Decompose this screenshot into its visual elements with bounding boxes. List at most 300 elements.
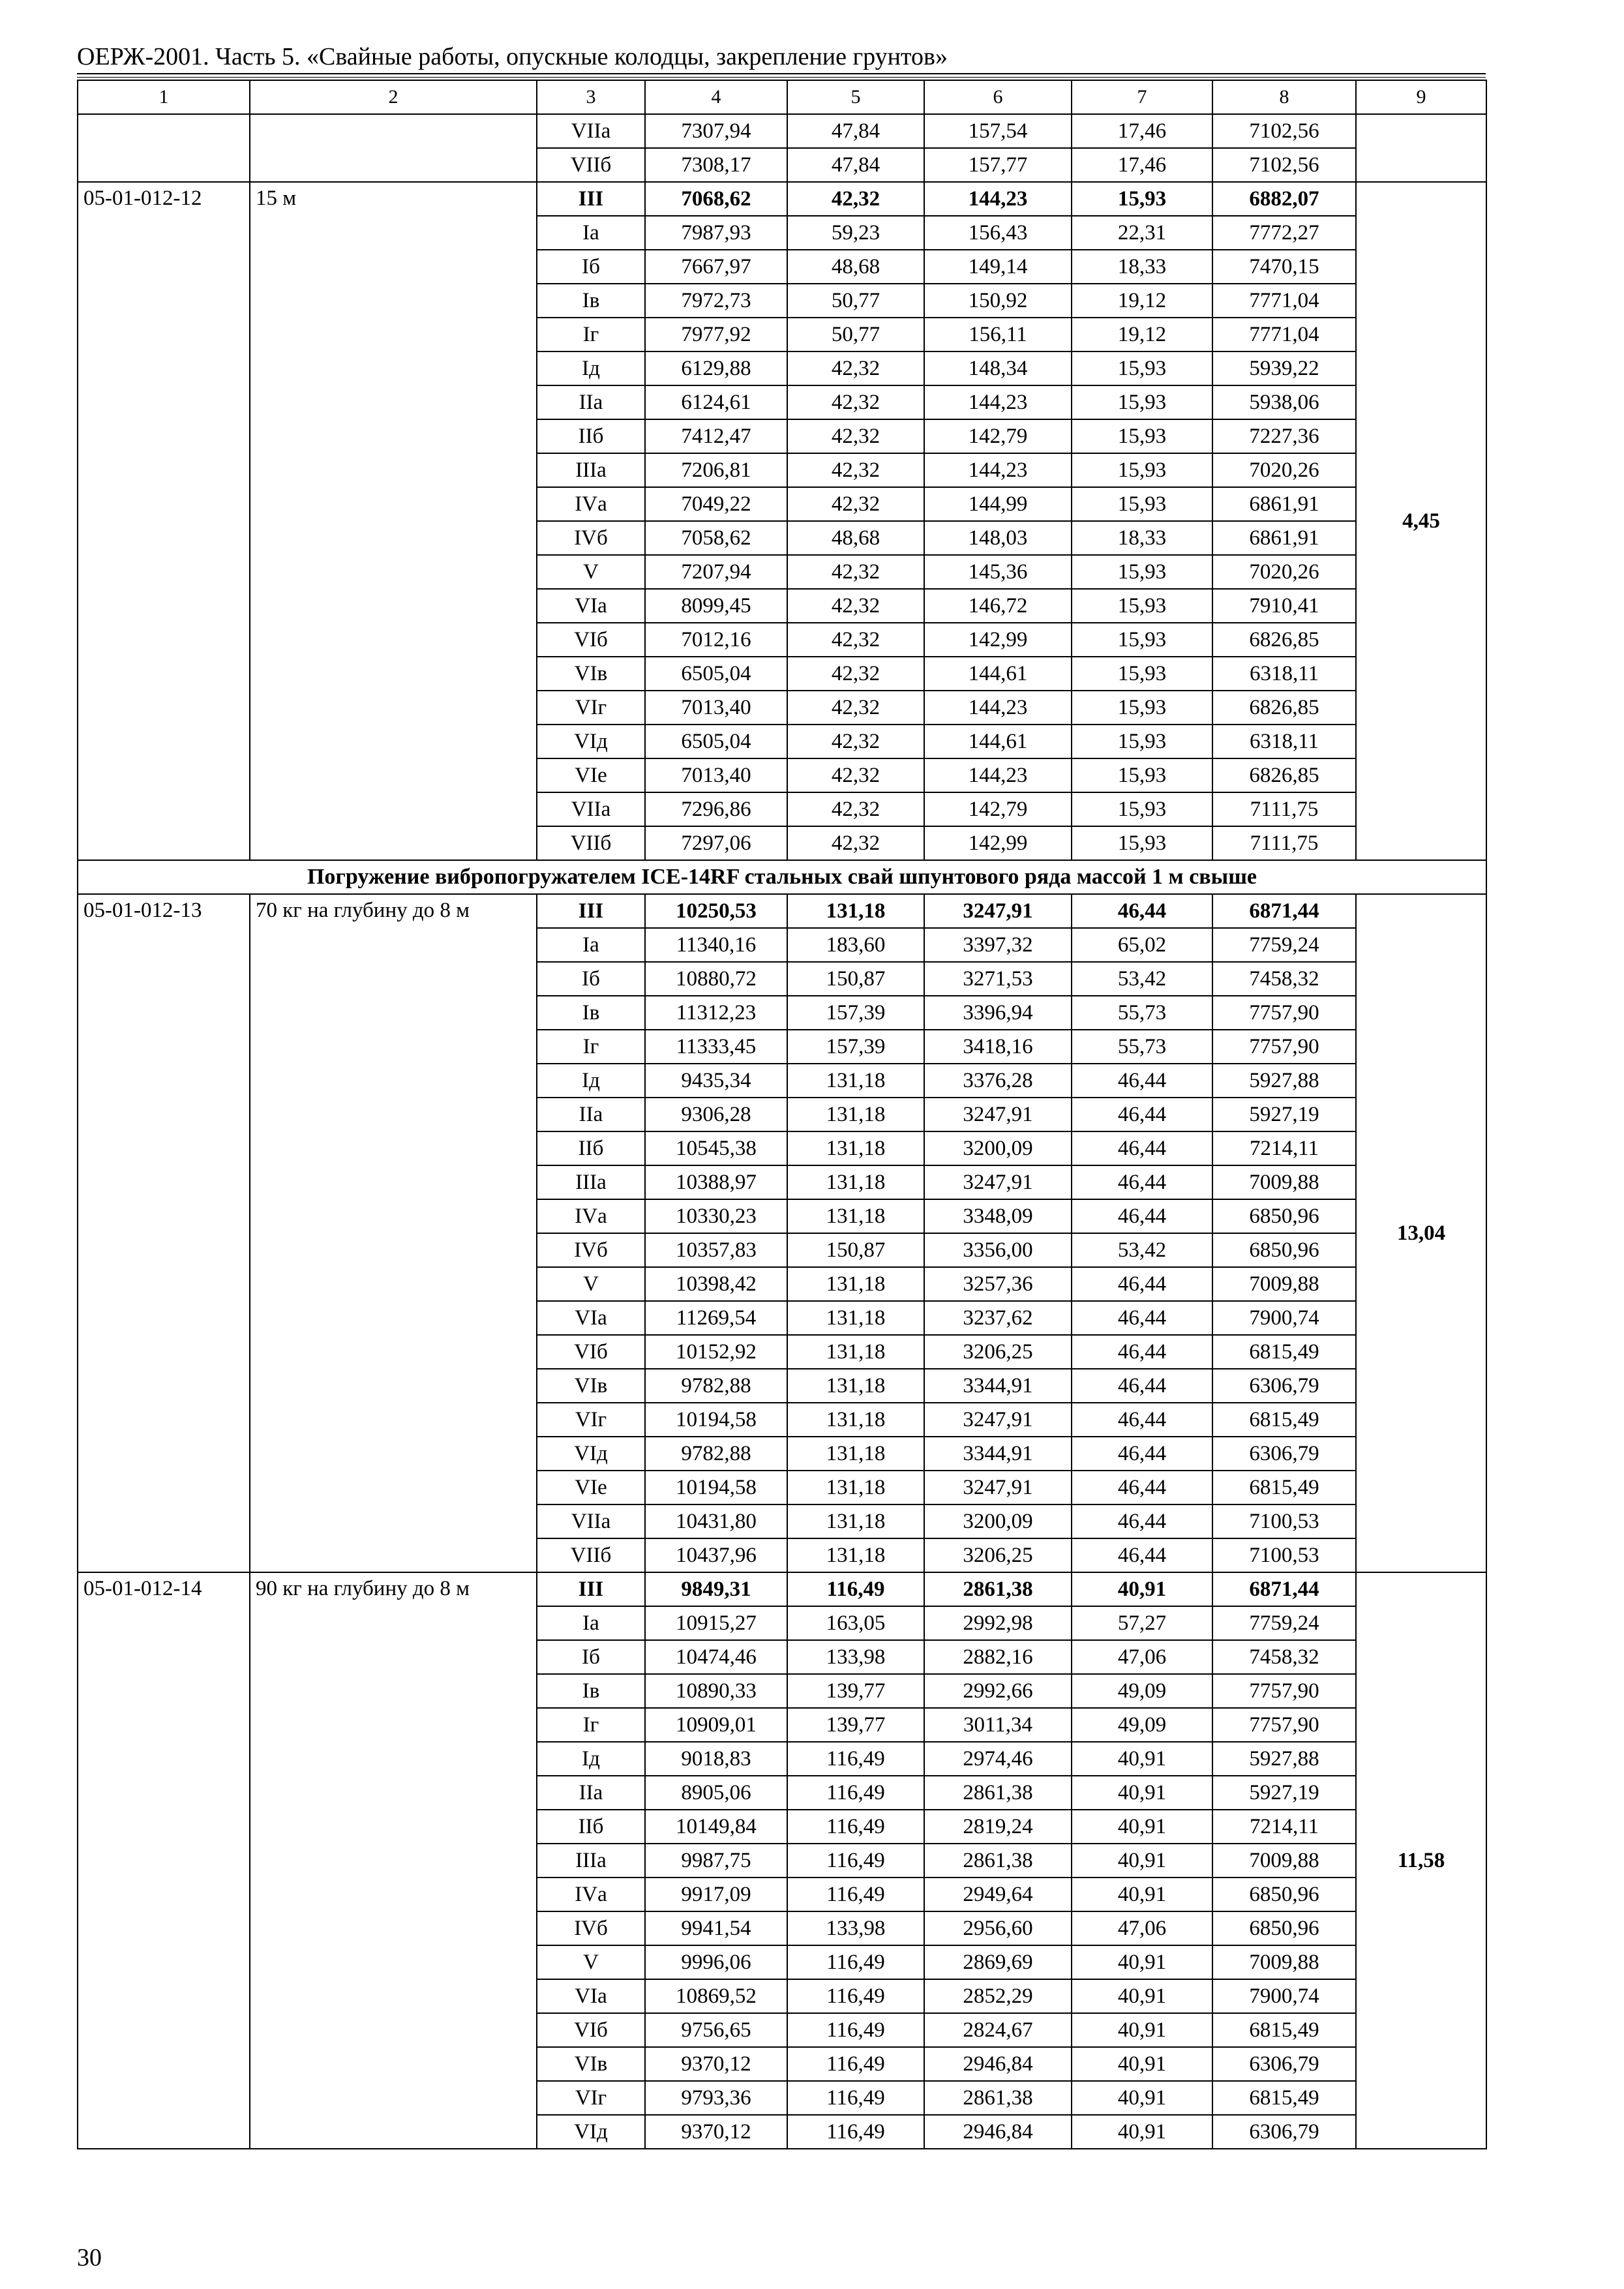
labor-cost: 42,32 bbox=[787, 657, 924, 691]
machine-cost: 2869,69 bbox=[924, 1945, 1072, 1979]
soil-group: VIг bbox=[537, 2081, 645, 2115]
total-cost: 8905,06 bbox=[645, 1776, 787, 1810]
machinist-wage: 46,44 bbox=[1072, 1335, 1212, 1369]
soil-group: V bbox=[537, 1267, 645, 1301]
machinist-wage: 15,93 bbox=[1072, 826, 1212, 860]
soil-group: IIб bbox=[537, 419, 645, 453]
labor-cost: 150,87 bbox=[787, 962, 924, 996]
column-number: 6 bbox=[924, 80, 1072, 114]
labor-cost: 116,49 bbox=[787, 1945, 924, 1979]
labor-hours bbox=[1356, 114, 1486, 182]
soil-group: Iб bbox=[537, 962, 645, 996]
machine-cost: 2852,29 bbox=[924, 1979, 1072, 2013]
table-body bbox=[78, 80, 1486, 2149]
labor-cost: 131,18 bbox=[787, 1199, 924, 1233]
column-number: 8 bbox=[1212, 80, 1356, 114]
labor-cost: 42,32 bbox=[787, 555, 924, 589]
total-cost: 10194,58 bbox=[645, 1403, 787, 1437]
machinist-wage: 22,31 bbox=[1072, 216, 1212, 250]
total-cost: 10330,23 bbox=[645, 1199, 787, 1233]
total-cost: 10437,96 bbox=[645, 1538, 787, 1572]
machine-cost: 2882,16 bbox=[924, 1640, 1072, 1674]
machine-cost: 3011,34 bbox=[924, 1708, 1072, 1742]
total-cost: 10545,38 bbox=[645, 1131, 787, 1165]
total-cost: 11312,23 bbox=[645, 996, 787, 1030]
rate-code bbox=[78, 114, 250, 182]
machinist-wage: 15,93 bbox=[1072, 487, 1212, 521]
material-cost: 6850,96 bbox=[1212, 1199, 1356, 1233]
machinist-wage: 46,44 bbox=[1072, 1165, 1212, 1199]
total-cost: 6505,04 bbox=[645, 725, 787, 758]
rate-description: 70 кг на глубину до 8 м bbox=[250, 894, 537, 1572]
labor-cost: 131,18 bbox=[787, 1471, 924, 1504]
labor-cost: 116,49 bbox=[787, 2115, 924, 2149]
rate-code: 05-01-012-12 bbox=[78, 182, 250, 860]
rate-description: 90 кг на глубину до 8 м bbox=[250, 1572, 537, 2149]
machine-cost: 3356,00 bbox=[924, 1233, 1072, 1267]
total-cost: 7296,86 bbox=[645, 792, 787, 826]
machinist-wage: 47,06 bbox=[1072, 1640, 1212, 1674]
labor-cost: 116,49 bbox=[787, 1979, 924, 2013]
soil-group: Iг bbox=[537, 1708, 645, 1742]
machine-cost: 144,23 bbox=[924, 385, 1072, 419]
machinist-wage: 15,93 bbox=[1072, 792, 1212, 826]
soil-group: Iа bbox=[537, 216, 645, 250]
machine-cost: 150,92 bbox=[924, 284, 1072, 318]
material-cost: 5939,22 bbox=[1212, 352, 1356, 385]
machinist-wage: 40,91 bbox=[1072, 2081, 1212, 2115]
labor-cost: 183,60 bbox=[787, 928, 924, 962]
total-cost: 11340,16 bbox=[645, 928, 787, 962]
total-cost: 9917,09 bbox=[645, 1878, 787, 1911]
table-row bbox=[78, 182, 1486, 216]
soil-group: Iг bbox=[537, 1030, 645, 1064]
machinist-wage: 19,12 bbox=[1072, 284, 1212, 318]
labor-cost: 42,32 bbox=[787, 725, 924, 758]
soil-group: Iв bbox=[537, 996, 645, 1030]
table-row bbox=[78, 1572, 1486, 1606]
labor-cost: 48,68 bbox=[787, 521, 924, 555]
soil-group: VIе bbox=[537, 758, 645, 792]
labor-cost: 116,49 bbox=[787, 1878, 924, 1911]
material-cost: 6318,11 bbox=[1212, 657, 1356, 691]
total-cost: 8099,45 bbox=[645, 589, 787, 623]
total-cost: 10909,01 bbox=[645, 1708, 787, 1742]
total-cost: 6129,88 bbox=[645, 352, 787, 385]
machinist-wage: 15,93 bbox=[1072, 657, 1212, 691]
machinist-wage: 17,46 bbox=[1072, 148, 1212, 182]
page-header: ОЕРЖ-2001. Часть 5. «Свайные работы, опускные колодцы, закрепление грунтов» bbox=[77, 43, 948, 70]
total-cost: 10398,42 bbox=[645, 1267, 787, 1301]
soil-group: V bbox=[537, 1945, 645, 1979]
labor-cost: 42,32 bbox=[787, 826, 924, 860]
labor-cost: 131,18 bbox=[787, 1064, 924, 1098]
soil-group: IIIа bbox=[537, 1165, 645, 1199]
total-cost: 10194,58 bbox=[645, 1471, 787, 1504]
machinist-wage: 46,44 bbox=[1072, 894, 1212, 928]
material-cost: 7111,75 bbox=[1212, 826, 1356, 860]
machine-cost: 145,36 bbox=[924, 555, 1072, 589]
column-number: 7 bbox=[1072, 80, 1212, 114]
soil-group: VIв bbox=[537, 2047, 645, 2081]
soil-group: VIг bbox=[537, 1403, 645, 1437]
material-cost: 7900,74 bbox=[1212, 1301, 1356, 1335]
soil-group: VIIа bbox=[537, 1504, 645, 1538]
labor-cost: 131,18 bbox=[787, 1437, 924, 1471]
labor-cost: 131,18 bbox=[787, 1335, 924, 1369]
soil-group: IVб bbox=[537, 1233, 645, 1267]
soil-group: VIIб bbox=[537, 1538, 645, 1572]
total-cost: 10869,52 bbox=[645, 1979, 787, 2013]
material-cost: 7759,24 bbox=[1212, 928, 1356, 962]
soil-group: IIб bbox=[537, 1131, 645, 1165]
total-cost: 10890,33 bbox=[645, 1674, 787, 1708]
section-title: Погружение вибропогружателем ICE-14RF стальных свай шпунтового ряда массой 1 м свыше bbox=[78, 860, 1486, 894]
labor-cost: 48,68 bbox=[787, 250, 924, 284]
machine-cost: 2861,38 bbox=[924, 1844, 1072, 1878]
material-cost: 7214,11 bbox=[1212, 1810, 1356, 1844]
machinist-wage: 46,44 bbox=[1072, 1301, 1212, 1335]
soil-group: VIд bbox=[537, 1437, 645, 1471]
total-cost: 9941,54 bbox=[645, 1911, 787, 1945]
rate-code: 05-01-012-13 bbox=[78, 894, 250, 1572]
soil-group: IIа bbox=[537, 1098, 645, 1131]
machinist-wage: 49,09 bbox=[1072, 1674, 1212, 1708]
material-cost: 6306,79 bbox=[1212, 2115, 1356, 2149]
material-cost: 7111,75 bbox=[1212, 792, 1356, 826]
soil-group: V bbox=[537, 555, 645, 589]
material-cost: 7227,36 bbox=[1212, 419, 1356, 453]
machine-cost: 3247,91 bbox=[924, 1403, 1072, 1437]
machinist-wage: 15,93 bbox=[1072, 725, 1212, 758]
machinist-wage: 15,93 bbox=[1072, 758, 1212, 792]
header-rule bbox=[77, 73, 1486, 74]
machinist-wage: 15,93 bbox=[1072, 623, 1212, 657]
total-cost: 10388,97 bbox=[645, 1165, 787, 1199]
material-cost: 6826,85 bbox=[1212, 691, 1356, 725]
soil-group: Iв bbox=[537, 284, 645, 318]
machinist-wage: 46,44 bbox=[1072, 1064, 1212, 1098]
soil-group: IVа bbox=[537, 1878, 645, 1911]
labor-cost: 139,77 bbox=[787, 1708, 924, 1742]
column-number: 1 bbox=[78, 80, 250, 114]
labor-cost: 42,32 bbox=[787, 487, 924, 521]
labor-cost: 131,18 bbox=[787, 1369, 924, 1403]
material-cost: 6850,96 bbox=[1212, 1878, 1356, 1911]
soil-group: VIб bbox=[537, 623, 645, 657]
total-cost: 7412,47 bbox=[645, 419, 787, 453]
material-cost: 7757,90 bbox=[1212, 1674, 1356, 1708]
soil-group: Iб bbox=[537, 1640, 645, 1674]
labor-cost: 42,32 bbox=[787, 352, 924, 385]
material-cost: 6850,96 bbox=[1212, 1911, 1356, 1945]
labor-cost: 47,84 bbox=[787, 148, 924, 182]
material-cost: 5927,88 bbox=[1212, 1742, 1356, 1776]
labor-cost: 150,87 bbox=[787, 1233, 924, 1267]
machine-cost: 142,99 bbox=[924, 623, 1072, 657]
labor-cost: 42,32 bbox=[787, 385, 924, 419]
labor-cost: 131,18 bbox=[787, 1165, 924, 1199]
soil-group: IVб bbox=[537, 521, 645, 555]
material-cost: 7100,53 bbox=[1212, 1504, 1356, 1538]
machine-cost: 3271,53 bbox=[924, 962, 1072, 996]
column-number: 3 bbox=[537, 80, 645, 114]
total-cost: 7977,92 bbox=[645, 318, 787, 352]
total-cost: 9018,83 bbox=[645, 1742, 787, 1776]
labor-cost: 116,49 bbox=[787, 2081, 924, 2115]
material-cost: 6850,96 bbox=[1212, 1233, 1356, 1267]
total-cost: 7667,97 bbox=[645, 250, 787, 284]
soil-group: IVа bbox=[537, 1199, 645, 1233]
machinist-wage: 15,93 bbox=[1072, 385, 1212, 419]
machine-cost: 3257,36 bbox=[924, 1267, 1072, 1301]
machine-cost: 3348,09 bbox=[924, 1199, 1072, 1233]
machine-cost: 3206,25 bbox=[924, 1335, 1072, 1369]
machine-cost: 3206,25 bbox=[924, 1538, 1072, 1572]
labor-cost: 163,05 bbox=[787, 1606, 924, 1640]
total-cost: 7207,94 bbox=[645, 555, 787, 589]
machinist-wage: 15,93 bbox=[1072, 589, 1212, 623]
labor-cost: 42,32 bbox=[787, 623, 924, 657]
labor-hours: 4,45 bbox=[1356, 182, 1486, 860]
machinist-wage: 18,33 bbox=[1072, 250, 1212, 284]
machinist-wage: 19,12 bbox=[1072, 318, 1212, 352]
machine-cost: 3247,91 bbox=[924, 1471, 1072, 1504]
machinist-wage: 46,44 bbox=[1072, 1267, 1212, 1301]
machinist-wage: 40,91 bbox=[1072, 1776, 1212, 1810]
labor-cost: 139,77 bbox=[787, 1674, 924, 1708]
machinist-wage: 46,44 bbox=[1072, 1538, 1212, 1572]
material-cost: 6306,79 bbox=[1212, 1369, 1356, 1403]
material-cost: 6306,79 bbox=[1212, 2047, 1356, 2081]
total-cost: 9370,12 bbox=[645, 2115, 787, 2149]
total-cost: 10431,80 bbox=[645, 1504, 787, 1538]
machinist-wage: 40,91 bbox=[1072, 1945, 1212, 1979]
machine-cost: 3397,32 bbox=[924, 928, 1072, 962]
soil-group: VIг bbox=[537, 691, 645, 725]
machinist-wage: 15,93 bbox=[1072, 419, 1212, 453]
labor-cost: 47,84 bbox=[787, 114, 924, 148]
soil-group: VIб bbox=[537, 2013, 645, 2047]
soil-group: Iа bbox=[537, 1606, 645, 1640]
labor-cost: 131,18 bbox=[787, 1131, 924, 1165]
column-number: 5 bbox=[787, 80, 924, 114]
rate-code: 05-01-012-14 bbox=[78, 1572, 250, 2149]
machinist-wage: 15,93 bbox=[1072, 555, 1212, 589]
material-cost: 6815,49 bbox=[1212, 1335, 1356, 1369]
total-cost: 6505,04 bbox=[645, 657, 787, 691]
machinist-wage: 65,02 bbox=[1072, 928, 1212, 962]
machine-cost: 156,11 bbox=[924, 318, 1072, 352]
material-cost: 6318,11 bbox=[1212, 725, 1356, 758]
material-cost: 7214,11 bbox=[1212, 1131, 1356, 1165]
labor-cost: 131,18 bbox=[787, 894, 924, 928]
machine-cost: 3247,91 bbox=[924, 1098, 1072, 1131]
table-row bbox=[78, 894, 1486, 928]
total-cost: 9782,88 bbox=[645, 1369, 787, 1403]
material-cost: 6826,85 bbox=[1212, 758, 1356, 792]
machine-cost: 2949,64 bbox=[924, 1878, 1072, 1911]
labor-cost: 157,39 bbox=[787, 1030, 924, 1064]
labor-cost: 131,18 bbox=[787, 1098, 924, 1131]
soil-group: IIб bbox=[537, 1810, 645, 1844]
soil-group: Iд bbox=[537, 1742, 645, 1776]
machine-cost: 144,23 bbox=[924, 182, 1072, 216]
machinist-wage: 46,44 bbox=[1072, 1437, 1212, 1471]
labor-cost: 116,49 bbox=[787, 1742, 924, 1776]
material-cost: 5927,88 bbox=[1212, 1064, 1356, 1098]
soil-group: VIв bbox=[537, 657, 645, 691]
material-cost: 6826,85 bbox=[1212, 623, 1356, 657]
material-cost: 7009,88 bbox=[1212, 1844, 1356, 1878]
machinist-wage: 47,06 bbox=[1072, 1911, 1212, 1945]
labor-cost: 133,98 bbox=[787, 1640, 924, 1674]
machine-cost: 157,54 bbox=[924, 114, 1072, 148]
material-cost: 7910,41 bbox=[1212, 589, 1356, 623]
machine-cost: 2861,38 bbox=[924, 1572, 1072, 1606]
machinist-wage: 40,91 bbox=[1072, 1810, 1212, 1844]
soil-group: VIб bbox=[537, 1335, 645, 1369]
section-row bbox=[78, 860, 1486, 894]
machine-cost: 144,23 bbox=[924, 758, 1072, 792]
total-cost: 7308,17 bbox=[645, 148, 787, 182]
labor-cost: 116,49 bbox=[787, 2013, 924, 2047]
machinist-wage: 55,73 bbox=[1072, 1030, 1212, 1064]
soil-group: IIIа bbox=[537, 1844, 645, 1878]
material-cost: 7102,56 bbox=[1212, 114, 1356, 148]
machinist-wage: 15,93 bbox=[1072, 352, 1212, 385]
machine-cost: 2974,46 bbox=[924, 1742, 1072, 1776]
material-cost: 7020,26 bbox=[1212, 453, 1356, 487]
labor-cost: 131,18 bbox=[787, 1301, 924, 1335]
machinist-wage: 49,09 bbox=[1072, 1708, 1212, 1742]
soil-group: VIIа bbox=[537, 792, 645, 826]
machinist-wage: 46,44 bbox=[1072, 1131, 1212, 1165]
total-cost: 7297,06 bbox=[645, 826, 787, 860]
machine-cost: 2956,60 bbox=[924, 1911, 1072, 1945]
soil-group: Iв bbox=[537, 1674, 645, 1708]
machinist-wage: 46,44 bbox=[1072, 1199, 1212, 1233]
labor-cost: 42,32 bbox=[787, 182, 924, 216]
machine-cost: 148,03 bbox=[924, 521, 1072, 555]
total-cost: 7206,81 bbox=[645, 453, 787, 487]
labor-cost: 42,32 bbox=[787, 758, 924, 792]
total-cost: 10152,92 bbox=[645, 1335, 787, 1369]
machine-cost: 2861,38 bbox=[924, 2081, 1072, 2115]
labor-cost: 131,18 bbox=[787, 1403, 924, 1437]
total-cost: 10250,53 bbox=[645, 894, 787, 928]
machinist-wage: 15,93 bbox=[1072, 182, 1212, 216]
material-cost: 7771,04 bbox=[1212, 318, 1356, 352]
soil-group: VIд bbox=[537, 2115, 645, 2149]
material-cost: 6815,49 bbox=[1212, 2081, 1356, 2115]
machine-cost: 3418,16 bbox=[924, 1030, 1072, 1064]
soil-group: Iб bbox=[537, 250, 645, 284]
material-cost: 7772,27 bbox=[1212, 216, 1356, 250]
soil-group: VIа bbox=[537, 1979, 645, 2013]
column-number: 9 bbox=[1356, 80, 1486, 114]
machinist-wage: 15,93 bbox=[1072, 453, 1212, 487]
labor-cost: 116,49 bbox=[787, 1572, 924, 1606]
soil-group: IIа bbox=[537, 385, 645, 419]
machinist-wage: 18,33 bbox=[1072, 521, 1212, 555]
material-cost: 6815,49 bbox=[1212, 1471, 1356, 1504]
machine-cost: 142,99 bbox=[924, 826, 1072, 860]
total-cost: 9435,34 bbox=[645, 1064, 787, 1098]
soil-group: Iд bbox=[537, 1064, 645, 1098]
material-cost: 7759,24 bbox=[1212, 1606, 1356, 1640]
material-cost: 7009,88 bbox=[1212, 1165, 1356, 1199]
soil-group: III bbox=[537, 894, 645, 928]
soil-group: VIе bbox=[537, 1471, 645, 1504]
machine-cost: 2992,66 bbox=[924, 1674, 1072, 1708]
material-cost: 7757,90 bbox=[1212, 996, 1356, 1030]
material-cost: 7102,56 bbox=[1212, 148, 1356, 182]
material-cost: 7757,90 bbox=[1212, 1708, 1356, 1742]
total-cost: 7307,94 bbox=[645, 114, 787, 148]
total-cost: 7013,40 bbox=[645, 691, 787, 725]
soil-group: VIа bbox=[537, 1301, 645, 1335]
machinist-wage: 40,91 bbox=[1072, 1844, 1212, 1878]
machinist-wage: 53,42 bbox=[1072, 1233, 1212, 1267]
soil-group: III bbox=[537, 182, 645, 216]
total-cost: 11333,45 bbox=[645, 1030, 787, 1064]
labor-cost: 42,32 bbox=[787, 792, 924, 826]
material-cost: 6815,49 bbox=[1212, 2013, 1356, 2047]
material-cost: 7020,26 bbox=[1212, 555, 1356, 589]
total-cost: 10149,84 bbox=[645, 1810, 787, 1844]
soil-group: VIд bbox=[537, 725, 645, 758]
machine-cost: 148,34 bbox=[924, 352, 1072, 385]
soil-group: VIIб bbox=[537, 826, 645, 860]
machine-cost: 144,61 bbox=[924, 725, 1072, 758]
total-cost: 7972,73 bbox=[645, 284, 787, 318]
rate-description bbox=[250, 114, 537, 182]
machinist-wage: 40,91 bbox=[1072, 1572, 1212, 1606]
machinist-wage: 46,44 bbox=[1072, 1471, 1212, 1504]
labor-cost: 116,49 bbox=[787, 1844, 924, 1878]
material-cost: 5927,19 bbox=[1212, 1098, 1356, 1131]
rates-table bbox=[77, 80, 1487, 2149]
total-cost: 9996,06 bbox=[645, 1945, 787, 1979]
material-cost: 7009,88 bbox=[1212, 1267, 1356, 1301]
column-number: 4 bbox=[645, 80, 787, 114]
machinist-wage: 17,46 bbox=[1072, 114, 1212, 148]
machinist-wage: 53,42 bbox=[1072, 962, 1212, 996]
labor-cost: 59,23 bbox=[787, 216, 924, 250]
total-cost: 7012,16 bbox=[645, 623, 787, 657]
machine-cost: 3237,62 bbox=[924, 1301, 1072, 1335]
labor-hours: 13,04 bbox=[1356, 894, 1486, 1572]
machine-cost: 3247,91 bbox=[924, 894, 1072, 928]
soil-group: IVб bbox=[537, 1911, 645, 1945]
column-number-row bbox=[78, 80, 1486, 114]
material-cost: 6306,79 bbox=[1212, 1437, 1356, 1471]
soil-group: IIа bbox=[537, 1776, 645, 1810]
material-cost: 6861,91 bbox=[1212, 487, 1356, 521]
labor-cost: 133,98 bbox=[787, 1911, 924, 1945]
soil-group: IIIа bbox=[537, 453, 645, 487]
machine-cost: 157,77 bbox=[924, 148, 1072, 182]
total-cost: 6124,61 bbox=[645, 385, 787, 419]
soil-group: VIа bbox=[537, 589, 645, 623]
machinist-wage: 40,91 bbox=[1072, 2115, 1212, 2149]
machinist-wage: 40,91 bbox=[1072, 2047, 1212, 2081]
machine-cost: 2819,24 bbox=[924, 1810, 1072, 1844]
machinist-wage: 55,73 bbox=[1072, 996, 1212, 1030]
page-number: 30 bbox=[77, 2244, 102, 2271]
labor-cost: 131,18 bbox=[787, 1504, 924, 1538]
